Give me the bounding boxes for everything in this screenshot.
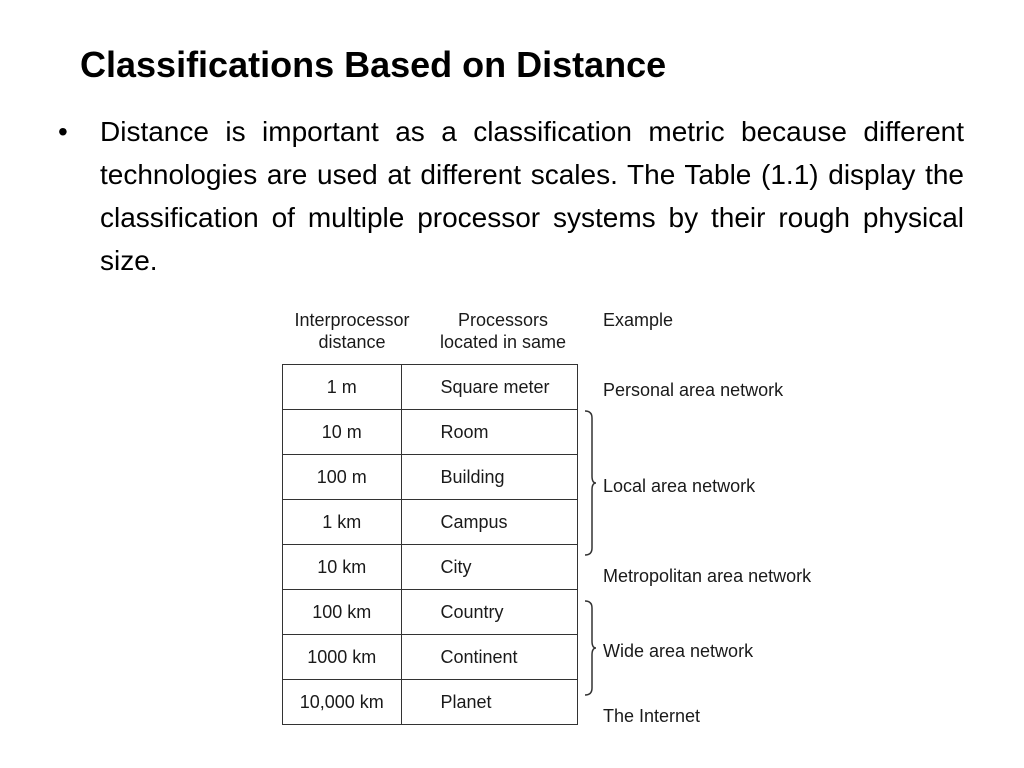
table-row xyxy=(283,410,578,455)
distance-cell: 100 m xyxy=(283,455,402,500)
example-the-internet: The Internet xyxy=(603,706,701,726)
distance-cell: 100 km xyxy=(283,590,402,635)
location-cell: City xyxy=(401,545,578,590)
example-metropolitan-area-network: Metropolitan area network xyxy=(603,566,812,586)
header-location-line2: located in same xyxy=(439,332,567,352)
table-row xyxy=(283,455,578,500)
example-wide-area-network: Wide area network xyxy=(603,641,754,661)
table-row xyxy=(283,365,578,410)
location-cell: Campus xyxy=(401,500,578,545)
example-local-area-network: Local area network xyxy=(603,476,756,496)
location-cell: Country xyxy=(401,590,578,635)
distance-cell: 10 m xyxy=(283,410,402,455)
location-cell: Continent xyxy=(401,635,578,680)
table-row xyxy=(283,590,578,635)
slide-title: Classifications Based on Distance xyxy=(80,44,667,85)
distance-cell: 1000 km xyxy=(283,635,402,680)
example-personal-area-network: Personal area network xyxy=(603,380,784,400)
location-cell: Room xyxy=(401,410,578,455)
lan-brace-icon xyxy=(583,410,597,556)
location-cell: Building xyxy=(401,455,578,500)
header-distance xyxy=(282,309,422,353)
distance-cell: 1 km xyxy=(283,500,402,545)
bullet-text: Distance is important as a classification metric because different technologies are used at different scales. The Table (1.1) display the classification of multiple processor systems by their rough physical size. xyxy=(100,116,964,276)
wan-brace-icon xyxy=(583,600,597,696)
bullet-dot-icon: • xyxy=(58,116,68,147)
header-distance-line1: Interprocessor xyxy=(294,310,410,330)
distance-cell: 1 m xyxy=(283,365,402,410)
header-location-line1: Processors xyxy=(457,310,549,330)
header-location xyxy=(432,309,574,353)
distance-cell: 10,000 km xyxy=(283,680,402,725)
header-example: Example xyxy=(603,310,674,330)
table-row xyxy=(283,500,578,545)
location-cell: Square meter xyxy=(401,365,578,410)
distance-cell: 10 km xyxy=(283,545,402,590)
location-cell: Planet xyxy=(401,680,578,725)
table-row xyxy=(283,545,578,590)
header-distance-line2: distance xyxy=(318,332,386,352)
table-grid xyxy=(282,364,578,725)
table-row xyxy=(283,635,578,680)
table-row xyxy=(283,680,578,725)
